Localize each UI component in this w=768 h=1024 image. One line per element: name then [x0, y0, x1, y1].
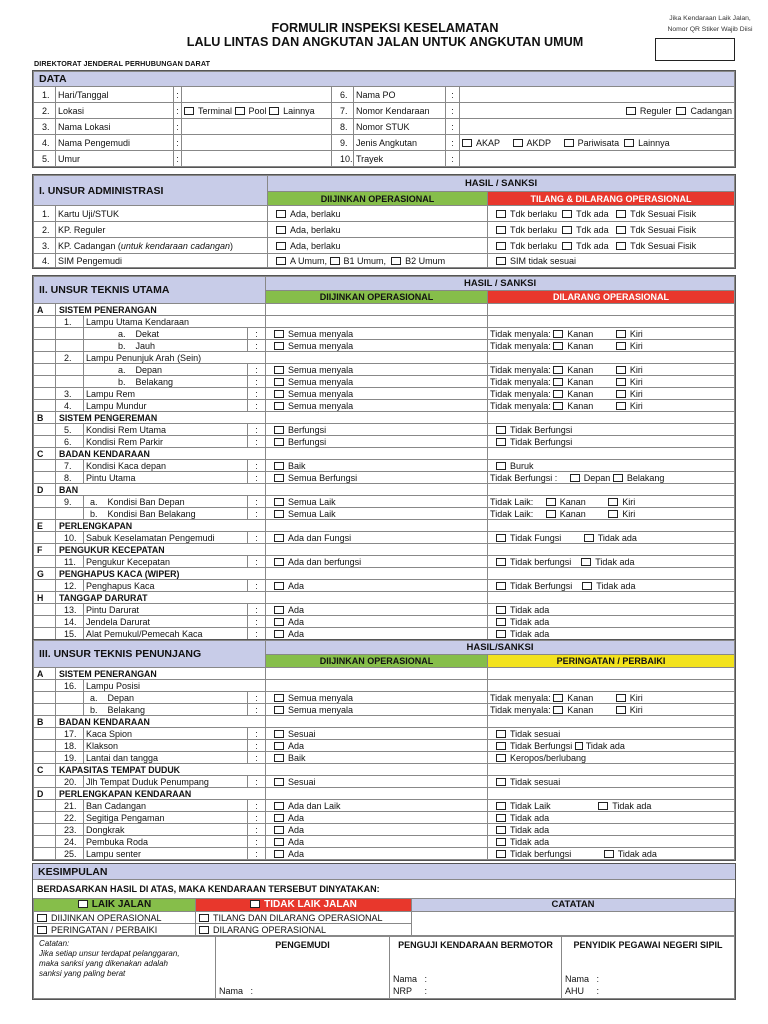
checkbox[interactable] — [496, 558, 506, 566]
tidak-laik-jalan-header: TIDAK LAIK JALAN — [196, 899, 412, 912]
checkbox[interactable] — [274, 462, 284, 470]
checkbox[interactable] — [496, 754, 506, 762]
checkbox[interactable] — [274, 742, 284, 750]
qr-sticker-number-field[interactable] — [655, 38, 735, 61]
signature-penyidik[interactable]: PENYIDIK PEGAWAI NEGERI SIPIL Nama : AHU : — [562, 937, 735, 999]
checkbox[interactable] — [274, 534, 284, 542]
checkbox[interactable] — [553, 706, 563, 714]
checkbox[interactable] — [274, 510, 284, 518]
checkbox-dilarang[interactable] — [199, 926, 209, 934]
qr-note: Jika Kendaraan Laik Jalan, Nomor QR Stiker Wajib Diisi — [667, 15, 753, 33]
checkbox[interactable] — [616, 210, 626, 218]
checkbox[interactable] — [608, 510, 618, 518]
label-hari-tanggal: Hari/Tanggal — [56, 87, 174, 103]
checkbox[interactable] — [274, 342, 284, 350]
checkbox-peringatan[interactable] — [37, 926, 47, 934]
checkbox[interactable] — [274, 814, 284, 822]
checkbox[interactable] — [598, 802, 608, 810]
checkbox[interactable] — [496, 210, 506, 218]
checkbox[interactable] — [274, 706, 284, 714]
checkbox-terminal[interactable] — [184, 107, 194, 115]
checkbox[interactable] — [553, 330, 563, 338]
checkbox[interactable] — [496, 826, 506, 834]
field-nomor-stuk[interactable] — [460, 119, 735, 135]
catatan-field[interactable] — [412, 912, 735, 936]
signature-pengemudi[interactable]: PENGEMUDI Nama : — [216, 937, 390, 999]
checkbox[interactable] — [274, 802, 284, 810]
checkbox[interactable] — [391, 257, 401, 265]
checkbox-akdp[interactable] — [513, 139, 523, 147]
checkbox[interactable] — [274, 390, 284, 398]
checkbox-diijinkan[interactable] — [37, 914, 47, 922]
checkbox-reguler[interactable] — [626, 107, 636, 115]
label-nama-lokasi: Nama Lokasi — [56, 119, 174, 135]
admin-row: 4. SIM Pengemudi A Umum, B1 Umum, B2 Umum SIM tidak sesuai — [34, 254, 735, 268]
checkbox[interactable] — [274, 474, 284, 482]
checkbox[interactable] — [616, 366, 626, 374]
checkbox[interactable] — [274, 606, 284, 614]
laik-jalan-header: LAIK JALAN — [34, 899, 196, 912]
checkbox[interactable] — [274, 426, 284, 434]
checkbox[interactable] — [496, 606, 506, 614]
checkbox[interactable] — [330, 257, 340, 265]
checkbox[interactable] — [496, 462, 506, 470]
checkbox[interactable] — [496, 802, 506, 810]
checkbox[interactable] — [616, 330, 626, 338]
checkbox[interactable] — [274, 378, 284, 386]
catatan-note: Catatan: Jika setiap unsur terdapat pelanggaran, maka sanksi yang dikenakan adalah sanksi yang paling berat — [34, 937, 216, 999]
checkbox[interactable] — [274, 438, 284, 446]
checkbox[interactable] — [570, 474, 580, 482]
checkbox[interactable] — [553, 390, 563, 398]
checkbox[interactable] — [496, 257, 506, 265]
field-nama-lokasi[interactable] — [182, 119, 332, 135]
checkbox[interactable] — [276, 242, 286, 250]
field-lokasi: Terminal Pool Lainnya — [182, 103, 332, 119]
checkbox-akap[interactable] — [462, 139, 472, 147]
data-header: DATA — [34, 72, 735, 87]
checkbox[interactable] — [584, 534, 594, 542]
field-nama-pengemudi[interactable] — [182, 135, 332, 151]
admin-row: 3. KP. Cadangan (untuk kendaraan cadangan) Ada, berlaku Tdk berlaku Tdk ada Tdk Sesuai Fisik — [34, 238, 735, 254]
checkbox[interactable] — [274, 730, 284, 738]
checkbox[interactable] — [496, 850, 506, 858]
checkbox[interactable] — [496, 742, 506, 750]
field-nomor-kendaraan: Reguler Cadangan — [460, 103, 735, 119]
checkbox[interactable] — [553, 402, 563, 410]
checkbox[interactable] — [616, 390, 626, 398]
admin-row: 1. Kartu Uji/STUK Ada, berlaku Tdk berlaku Tdk ada Tdk Sesuai Fisik — [34, 206, 735, 222]
checkbox[interactable] — [496, 582, 506, 590]
field-trayek[interactable] — [460, 151, 735, 167]
checkbox[interactable] — [616, 378, 626, 386]
checkbox[interactable] — [496, 226, 506, 234]
checkbox[interactable] — [546, 498, 556, 506]
field-nama-po[interactable] — [460, 87, 735, 103]
signature-penguji[interactable]: PENGUJI KENDARAAN BERMOTOR Nama : NRP : — [390, 937, 562, 999]
data-section: DATA 1. Hari/Tanggal : 6. Nama PO : 2. Lokasi : Terminal Pool Lainnya 7. Nomor Kendaraan : Reguler Cadangan 3. Nama Lokasi : 8. Nomor STUK : 4. Nama Pengemudi : 9. Jenis Angkutan : AKAP AKDP Pariwisata Lainnya 5. Umur : 10. Trayek : — [32, 70, 736, 168]
label-trayek: Trayek — [354, 151, 446, 167]
checkbox-laik-jalan[interactable] — [78, 900, 88, 908]
checkbox[interactable] — [553, 378, 563, 386]
checkbox[interactable] — [562, 242, 572, 250]
checkbox[interactable] — [496, 730, 506, 738]
checkbox[interactable] — [276, 210, 286, 218]
kesimpulan-section: KESIMPULAN BERDASARKAN HASIL DI ATAS, MAKA KENDARAAN TERSEBUT DINYATAKAN: LAIK JALAN TIDAK LAIK JALAN CATATAN DIIJINKAN OPERASIONAL TILANG DAN DILARANG OPERASIONAL PERINGATAN / PERBAIKI DILARANG OPERASIONAL Catatan: Jika setiap unsur terdapat pelanggaran, maka sanksi yang dikenakan adalah sanksi yang paling berat PENGEMUDI Nama : PENGUJI KENDARAAN BERMOTOR Nama : NRP : PENYIDIK PEGAWAI NEGERI SIPIL Nama : AHU : — [32, 863, 736, 1000]
checkbox-pool[interactable] — [235, 107, 245, 115]
field-umur[interactable] — [182, 151, 332, 167]
label-umur: Umur — [56, 151, 174, 167]
checkbox-tidak-laik-jalan[interactable] — [250, 900, 260, 908]
checkbox[interactable] — [553, 342, 563, 350]
checkbox[interactable] — [274, 850, 284, 858]
checkbox[interactable] — [276, 226, 286, 234]
directorate-label: DIREKTORAT JENDERAL PERHUBUNGAN DARAT — [34, 59, 211, 68]
checkbox[interactable] — [274, 558, 284, 566]
checkbox[interactable] — [496, 630, 506, 638]
teknis-penunjang-section: III. UNSUR TEKNIS PENUNJANG HASIL/SANKSI DIIJINKAN OPERASIONAL PERINGATAN / PERBAIKI A SISTEM PENERANGAN 16. Lampu Posisi a. Depan : Semua menyala Tidak menyala: Kanan Kiri b. Belakang : Semua menyala Tidak menyala: Kanan Kiri B BADAN KENDARAAN 17. Kaca Spion : Sesuai Tidak sesuai 18. Klakson : Ada Tidak Berfungsi Tidak ada 19. Lantai dan tangga : Baik Keropos/berlubang C KAPASITAS TEMPAT DUDUK 20. Jlh Tempat Duduk Penumpang : Sesuai Tidak sesuai D PERLENGKAPAN KENDARAAN 21. Ban Cadangan : Ada dan Laik Tidak Laik Tidak ada 22. Segitiga Pengaman : Ada Tidak ada 23. Dongkrak : Ada Tidak ada 24. Pembuka Roda : Ada Tidak ada 25. Lampu senter : Ada Tidak berfungsi Tidak ada — [32, 639, 736, 861]
checkbox[interactable] — [274, 778, 284, 786]
checkbox[interactable] — [553, 694, 563, 702]
field-jenis-angkutan: AKAP AKDP Pariwisata Lainnya — [460, 135, 735, 151]
teknis-utama-header: II. UNSUR TEKNIS UTAMA — [34, 277, 266, 304]
catatan-header: CATATAN — [412, 899, 735, 912]
checkbox[interactable] — [581, 558, 591, 566]
admin-header: I. UNSUR ADMINISTRASI — [34, 176, 268, 206]
checkbox[interactable] — [616, 342, 626, 350]
kesimpulan-header: KESIMPULAN — [33, 864, 735, 880]
label-lokasi: Lokasi — [56, 103, 174, 119]
checkbox[interactable] — [274, 838, 284, 846]
checkbox[interactable] — [274, 366, 284, 374]
checkbox[interactable] — [496, 814, 506, 822]
checkbox[interactable] — [496, 778, 506, 786]
label-nomor-stuk: Nomor STUK — [354, 119, 446, 135]
teknis-utama-section: II. UNSUR TEKNIS UTAMA HASIL / SANKSI DIIJINKAN OPERASIONAL DILARANG OPERASIONAL A SISTEM PENERANGAN 1. Lampu Utama Kendaraan a. Dekat : Semua menyala Tidak menyala: Kanan Kiri b. Jauh : Semua menyala Tidak menyala: Kanan Kiri 2. Lampu Penunjuk Arah (Sein) a. Depan : Semua menyala Tidak menyala: Kanan Kiri b. Belakang : Semua menyala Tidak menyala: Kanan Kiri 3. Lampu Rem : Semua menyala Tidak menyala: Kanan Kiri 4. Lampu Mundur : Semua menyala Tidak menyala: Kanan Kiri B SISTEM PENGEREMAN 5. Kondisi Rem Utama : Berfungsi Tidak Berfungsi 6. Kondisi Rem Parkir : Berfungsi Tidak Berfungsi C BADAN KENDARAAN 7. Kondisi Kaca depan : Baik Buruk 8. Pintu Utama : Semua Berfungsi Tidak Berfungsi : Depan Belakang D BAN 9. a. Kondisi Ban Depan : Semua Laik Tidak Laik: Kanan Kiri b. Kondisi Ban Belakang : Semua Laik Tidak Laik: Kanan Kiri E PERLENGKAPAN 10. Sabuk Keselamatan Pengemudi : Ada dan Fungsi Tidak Fungsi Tidak ada F PENGUKUR KECEPATAN 11. Pengukur Kecepatan : Ada dan berfungsi Tidak berfungsi Tidak ada G PENGHAPUS KACA (WIPER) 12. Penghapus Kaca : Ada Tidak Berfungsi Tidak ada H TANGGAP DARURAT 13. Pintu Darurat : Ada Tidak ada 14. Jendela Darurat : Ada Tidak ada 15. Alat Pemukul/Pemecah Kaca : Ada Tidak ada — [32, 275, 736, 641]
checkbox[interactable] — [496, 242, 506, 250]
checkbox-lainnya-angkutan[interactable] — [624, 139, 634, 147]
checkbox[interactable] — [496, 838, 506, 846]
label-nama-po: Nama PO — [354, 87, 446, 103]
checkbox[interactable] — [274, 826, 284, 834]
checkbox[interactable] — [496, 426, 506, 434]
checkbox[interactable] — [562, 210, 572, 218]
checkbox[interactable] — [274, 754, 284, 762]
checkbox[interactable] — [274, 694, 284, 702]
form-title-line2: LALU LINTAS DAN ANGKUTAN JALAN UNTUK ANGKUTAN UMUM — [186, 35, 584, 49]
admin-row: 2. KP. Reguler Ada, berlaku Tdk berlaku Tdk ada Tdk Sesuai Fisik — [34, 222, 735, 238]
checkbox[interactable] — [274, 618, 284, 626]
checkbox-lainnya[interactable] — [269, 107, 279, 115]
field-hari-tanggal[interactable] — [182, 87, 332, 103]
checkbox[interactable] — [276, 257, 286, 265]
teknis-penunjang-header: III. UNSUR TEKNIS PENUNJANG — [34, 641, 266, 668]
checkbox[interactable] — [562, 226, 572, 234]
checkbox-pariwisata[interactable] — [564, 139, 574, 147]
checkbox[interactable] — [274, 630, 284, 638]
checkbox[interactable] — [553, 366, 563, 374]
checkbox[interactable] — [575, 742, 583, 750]
checkbox[interactable] — [546, 510, 556, 518]
checkbox[interactable] — [274, 402, 284, 410]
checkbox[interactable] — [496, 534, 506, 542]
form-title-line1: FORMULIR INSPEKSI KESELAMATAN — [271, 21, 499, 35]
checkbox[interactable] — [616, 706, 626, 714]
checkbox[interactable] — [274, 330, 284, 338]
checkbox[interactable] — [613, 474, 623, 482]
admin-section: I. UNSUR ADMINISTRASI HASIL / SANKSI DIIJINKAN OPERASIONAL TILANG & DILARANG OPERASIONAL 1. Kartu Uji/STUK Ada, berlaku Tdk berlaku Tdk ada Tdk Sesuai Fisik 2. KP. Reguler Ada, berlaku Tdk berlaku Tdk ada Tdk Sesuai Fisik 3. KP. Cadangan (untuk kendaraan cadangan) Ada, berlaku Tdk berlaku Tdk ada Tdk Sesuai Fisik 4. SIM Pengemudi A Umum, B1 Umum, B2 Umum SIM tidak sesuai — [32, 174, 736, 269]
label-nama-pengemudi: Nama Pengemudi — [56, 135, 174, 151]
checkbox-tilang[interactable] — [199, 914, 209, 922]
label-jenis-angkutan: Jenis Angkutan — [354, 135, 446, 151]
checkbox[interactable] — [616, 226, 626, 234]
checkbox[interactable] — [616, 402, 626, 410]
checkbox[interactable] — [616, 242, 626, 250]
checkbox[interactable] — [608, 498, 618, 506]
checkbox[interactable] — [604, 850, 614, 858]
label-nomor-kendaraan: Nomor Kendaraan — [354, 103, 446, 119]
checkbox[interactable] — [616, 694, 626, 702]
checkbox[interactable] — [274, 582, 284, 590]
checkbox[interactable] — [582, 582, 592, 590]
checkbox[interactable] — [274, 498, 284, 506]
checkbox-cadangan[interactable] — [676, 107, 686, 115]
checkbox[interactable] — [496, 618, 506, 626]
checkbox[interactable] — [496, 438, 506, 446]
kesimpulan-statement: BERDASARKAN HASIL DI ATAS, MAKA KENDARAAN TERSEBUT DINYATAKAN: — [37, 884, 380, 894]
